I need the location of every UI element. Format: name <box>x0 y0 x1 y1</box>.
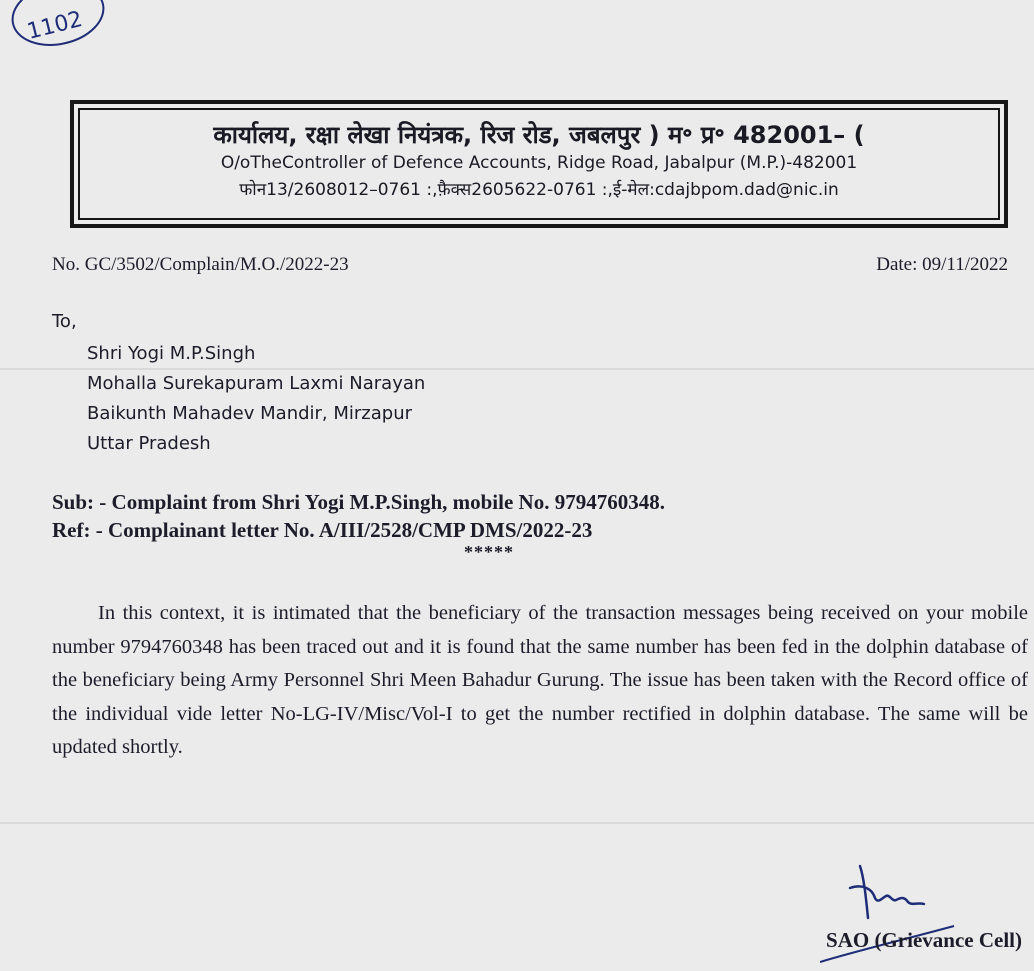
address-line: Uttar Pradesh <box>87 433 211 454</box>
paper-fold-line <box>0 822 1034 824</box>
handwritten-annotation <box>6 0 106 52</box>
address-line: Baikunth Mahadev Mandir, Mirzapur <box>87 403 413 424</box>
reference-number: No. GC/3502/Complain/M.O./2022-23 <box>52 254 349 275</box>
recipient-address <box>87 339 425 459</box>
address-line: Mohalla Surekapuram Laxmi Narayan <box>87 373 426 394</box>
reference-line: Ref: - Complainant letter No. A/III/2528/CMP DMS/2022-23 <box>52 518 593 542</box>
salutation: To, <box>52 311 77 332</box>
subject-line: Sub: - Complaint from Shri Yogi M.P.Singh, mobile No. 9794760348. <box>52 490 665 514</box>
svg-text:1102: 1102 <box>24 6 86 45</box>
letter-date: Date: 09/11/2022 <box>876 254 1008 275</box>
signatory-title: SAO (Grievance Cell) <box>826 928 1022 952</box>
letterhead <box>70 100 1008 228</box>
letterhead-contact-line: फोन13/2608012–0761 :,फ़ैक्स2605622-0761 :,ई-मेल:cdajbpom.dad@nic.in <box>239 180 839 200</box>
subject-block <box>52 488 665 544</box>
separator: ***** <box>464 542 514 562</box>
letterhead-hindi-title: कार्यालय, रक्षा लेखा नियंत्रक, रिज रोड, जबलपुर ) म॰ प्र॰ 482001– ( <box>213 121 865 149</box>
body-paragraph: In this context, it is intimated that the beneficiary of the transaction messages being received on your mobile number 9794760348 has been traced out and it is found that the same number has been fed in the dolphin database of the beneficiary being Army Personnel Shri Meen Bahadur Gurung. The issue has been taken with the Record office of the individual vide letter No-LG-IV/Misc/Vol-I to get the number rectified in dolphin database. The same will be updated shortly. <box>52 602 1028 758</box>
address-line: Shri Yogi M.P.Singh <box>87 343 256 364</box>
letterhead-english-title: O/oTheController of Defence Accounts, Ridge Road, Jabalpur (M.P.)-482001 <box>220 153 858 173</box>
